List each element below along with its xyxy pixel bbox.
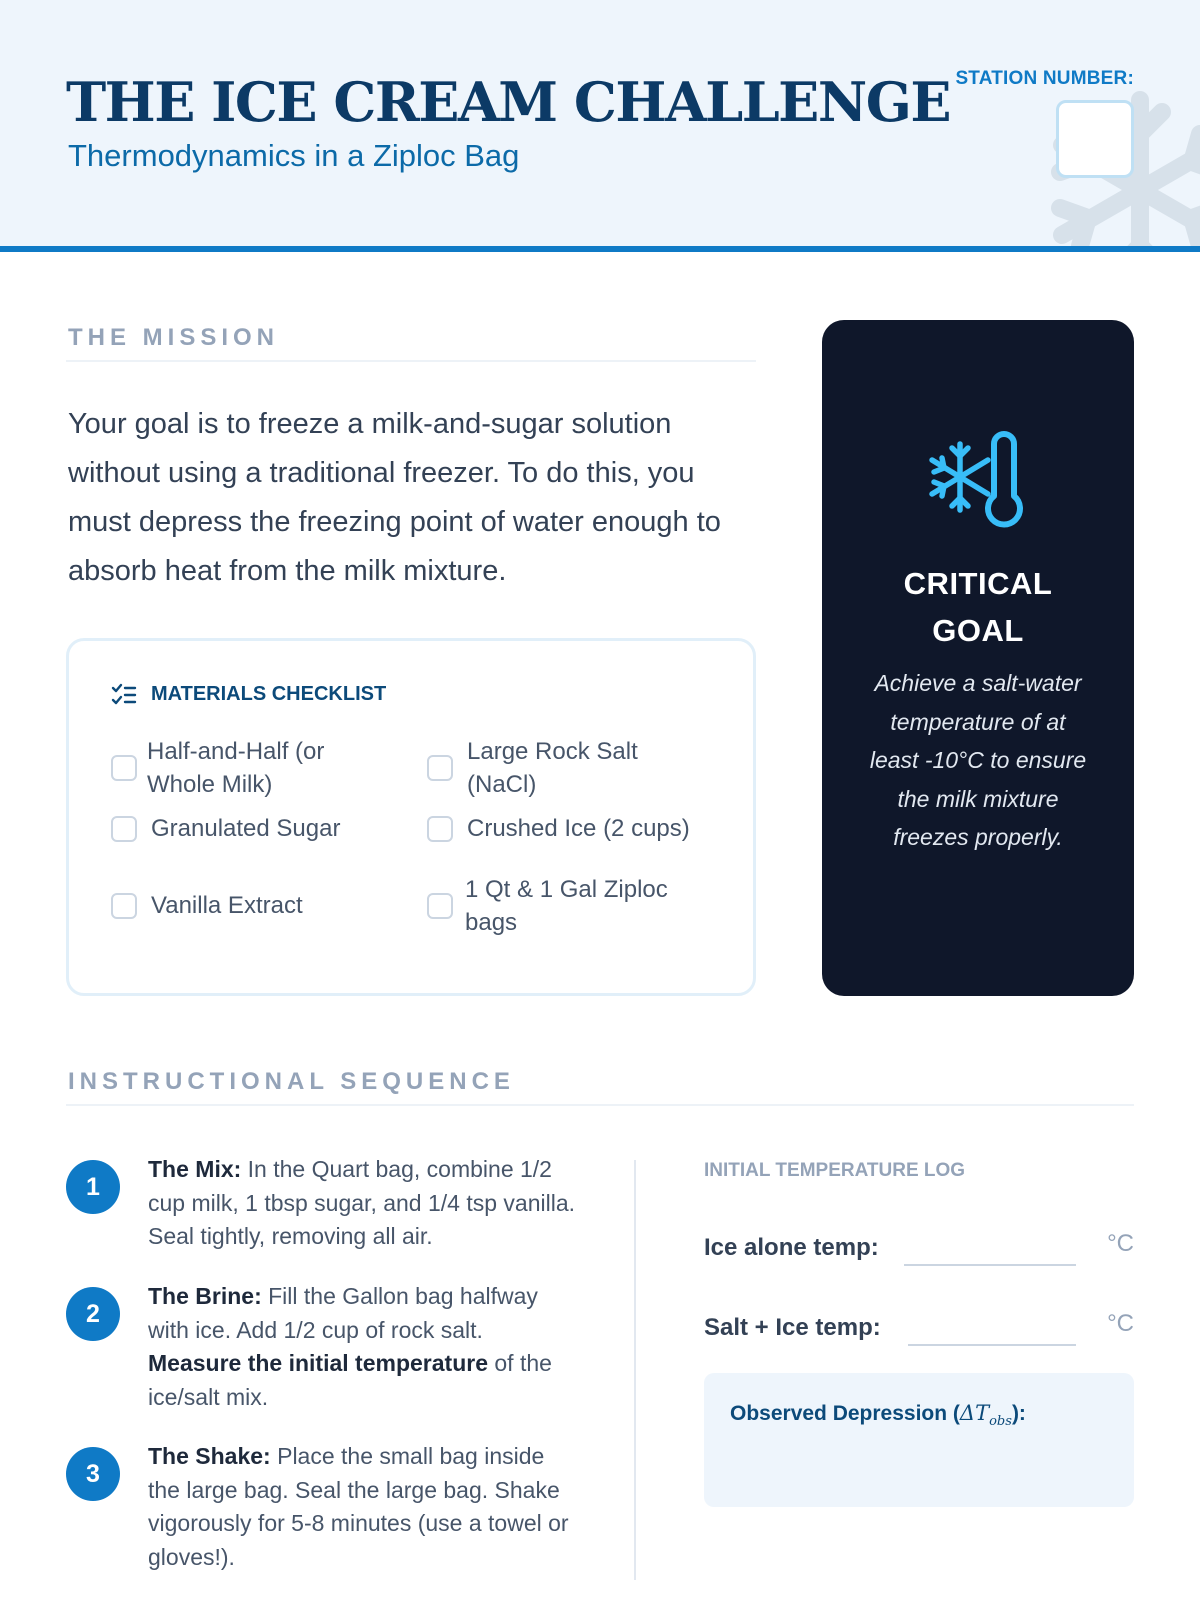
observed-depression-label (730, 1401, 1026, 1429)
checklist-item-label: Crushed Ice (2 cups) (467, 815, 690, 842)
materials-checklist (66, 638, 756, 996)
step-number-badge: 1 (66, 1160, 120, 1214)
ice-alone-temp-row (704, 1228, 1134, 1268)
checkbox[interactable] (427, 893, 453, 919)
temp-unit: °C (1107, 1230, 1134, 1257)
header-divider (0, 246, 1200, 252)
observed-label-end: ): (1011, 1402, 1026, 1425)
mission-heading: THE MISSION (68, 324, 280, 351)
checklist-item-label: Vanilla Extract (151, 892, 303, 919)
station-number-field[interactable] (1056, 100, 1134, 178)
checkbox[interactable] (111, 755, 137, 781)
checkbox[interactable] (427, 816, 453, 842)
delta-t-main: ΔT (959, 1401, 990, 1425)
step-title: The Mix: (148, 1156, 242, 1182)
step-title: The Shake: (148, 1443, 271, 1469)
temp-unit: °C (1107, 1310, 1134, 1337)
delta-t-subscript: obs (989, 1414, 1012, 1430)
salt-ice-temp-field[interactable] (908, 1344, 1076, 1346)
snowflake-thermometer-icon (928, 428, 1028, 528)
step-text (148, 1280, 578, 1414)
checklist-item[interactable] (427, 873, 687, 939)
step-body: In the Quart bag, combine 1/2 cup milk, 1 tbsp sugar, and 1/4 tsp vanilla. Seal tightly, removing all air. (148, 1156, 576, 1249)
checkbox[interactable] (111, 893, 137, 919)
column-divider (634, 1160, 636, 1580)
temperature-log-heading: INITIAL TEMPERATURE LOG (704, 1160, 966, 1181)
checklist-item[interactable] (111, 889, 401, 922)
sequence-divider (66, 1104, 1134, 1106)
delta-t-symbol (959, 1401, 1012, 1430)
critical-goal-card (822, 320, 1134, 996)
step-body-end: of the ice/salt mix. (148, 1350, 552, 1410)
step-title: The Brine: (148, 1283, 262, 1309)
checklist-item[interactable] (111, 735, 371, 801)
checklist-item[interactable] (427, 735, 687, 801)
step-number-badge: 2 (66, 1287, 120, 1341)
mission-text: Your goal is to freeze a milk-and-sugar solution without using a traditional freezer. To do this, you must depress the freezing point of water enough to absorb heat from the milk mixture. (68, 408, 721, 587)
checklist-item-label: 1 Qt & 1 Gal Ziploc bags (465, 876, 668, 936)
step-text (148, 1440, 578, 1574)
mission-divider (66, 360, 756, 362)
step-body: Place the small bag inside the large bag. Seal the large bag. Shake vigorously for 5-8 minutes (use a towel or gloves!). (148, 1443, 569, 1570)
checklist-title: MATERIALS CHECKLIST (151, 683, 387, 705)
checklist-item-label: Half-and-Half (or Whole Milk) (147, 738, 325, 798)
checkbox[interactable] (427, 755, 453, 781)
page-subtitle: Thermodynamics in a Ziploc Bag (68, 138, 520, 173)
step-number-badge: 3 (66, 1447, 120, 1501)
checklist-item[interactable] (427, 812, 727, 845)
critical-goal-title-line2: GOAL (932, 613, 1024, 648)
salt-ice-temp-label: Salt + Ice temp: (704, 1314, 881, 1341)
checklist-item[interactable] (111, 812, 401, 845)
ice-alone-temp-label: Ice alone temp: (704, 1234, 879, 1261)
observed-label-text: Observed Depression ( (730, 1402, 960, 1425)
observed-depression-box[interactable] (704, 1373, 1134, 1507)
step-emphasis: Measure the initial temperature (148, 1350, 488, 1376)
step-text (148, 1153, 578, 1254)
critical-goal-title-line1: CRITICAL (903, 566, 1053, 601)
checklist-item-label: Granulated Sugar (151, 815, 341, 842)
page-header (0, 0, 1200, 246)
critical-goal-title (822, 560, 1134, 654)
checklist-icon (111, 682, 137, 708)
salt-ice-temp-row (704, 1308, 1134, 1348)
step-body: Fill the Gallon bag halfway with ice. Add 1/2 cup of rock salt. (148, 1283, 538, 1343)
ice-alone-temp-field[interactable] (904, 1264, 1076, 1266)
sequence-heading: INSTRUCTIONAL SEQUENCE (68, 1068, 515, 1095)
critical-goal-text: Achieve a salt-water temperature of at least -10°C to ensure the milk mixture freezes properly. (869, 670, 1087, 850)
checkbox[interactable] (111, 816, 137, 842)
station-number-label: STATION NUMBER: (955, 68, 1134, 89)
page-title: THE ICE CREAM CHALLENGE (66, 70, 950, 134)
checklist-item-label: Large Rock Salt (NaCl) (467, 738, 638, 798)
